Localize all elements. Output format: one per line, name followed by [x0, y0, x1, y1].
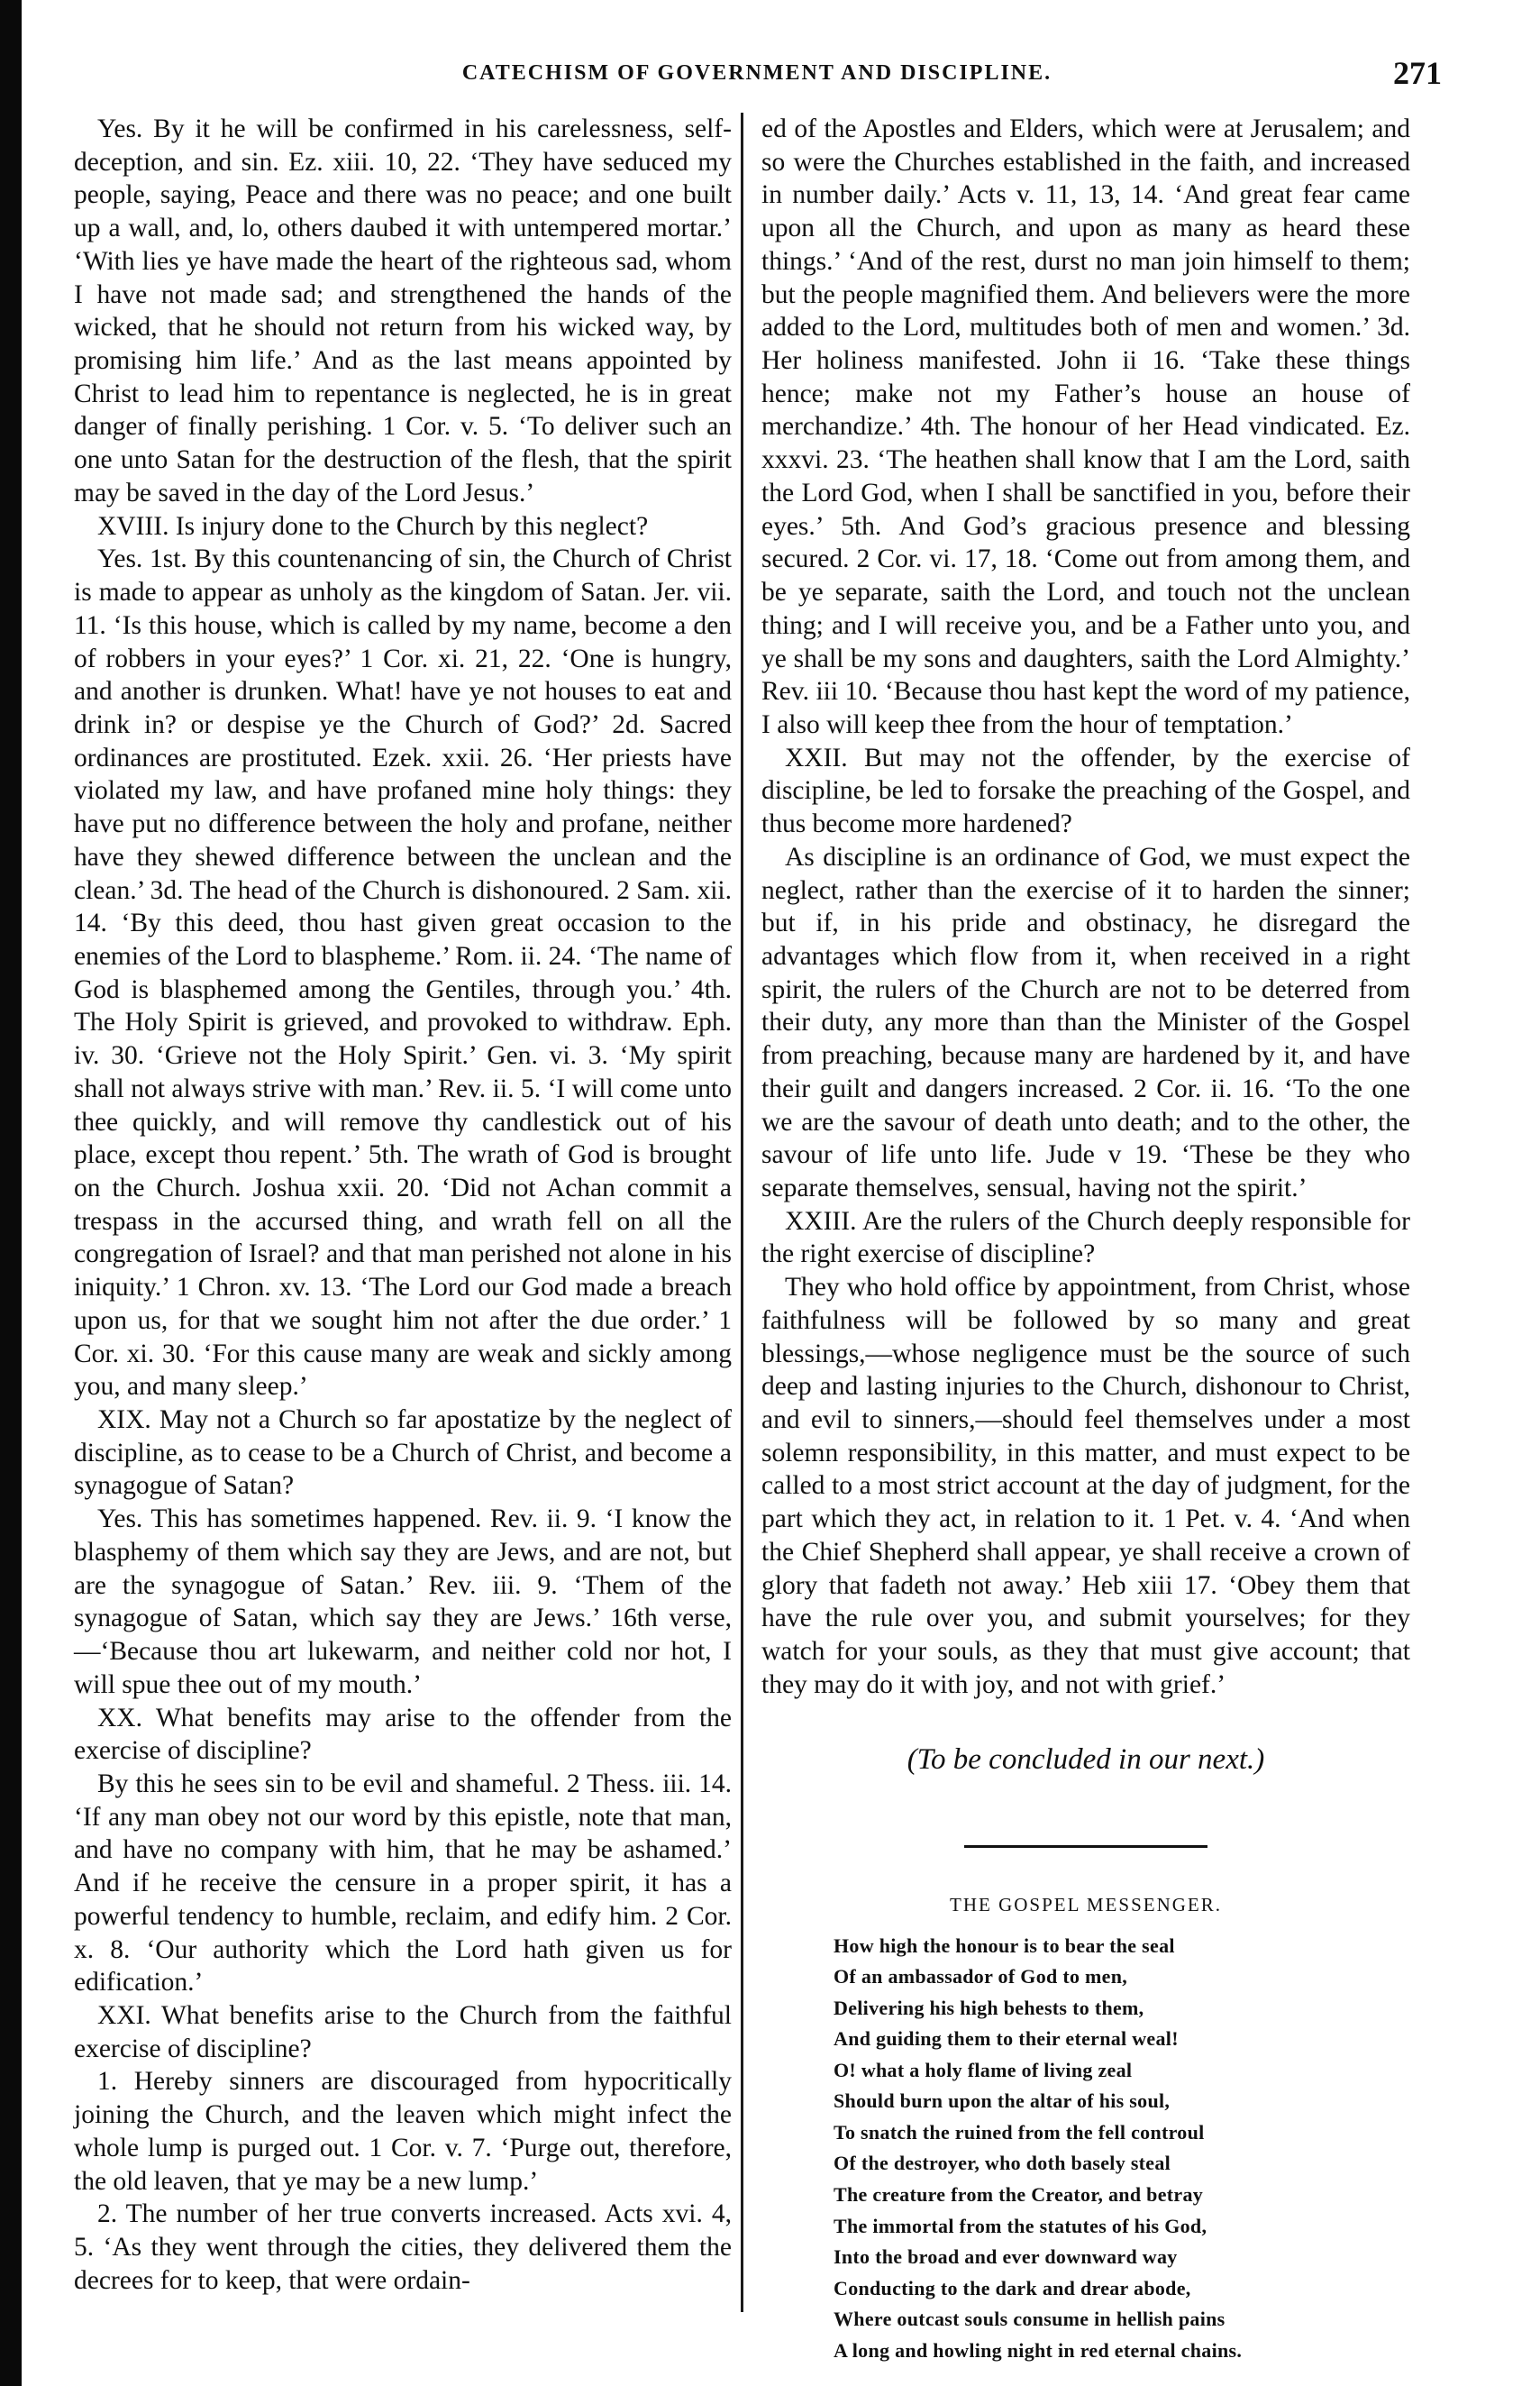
paragraph: Yes. This has sometimes happened. Rev. ii. 9. ‘I know the blasphemy of them which say they are Jews, and are not, but are the synagogue of Satan.’ Rev. iii. 9. ‘Them of the synagogue of Satan, which say they are Jews.’ 16th verse,—‘Because thou art lukewarm, and neither cold nor hot, I will spue thee out of my mouth.’ — [74, 1504, 732, 1699]
right-column — [761, 113, 1410, 2366]
page-number: 271 — [1393, 55, 1442, 91]
paragraph: ed of the Apostles and Elders, which were at Jerusalem; and so were the Churches established in the faith, and increased in number daily.’ Acts v. 11, 13, 14. ‘And great fear came upon all the Church, and upon as many as heard these things.’ ‘And of the rest, durst no man join himself to them; but the people magnified them. And believers were the more added to the Lord, multitudes both of men and women.’ 3d. Her holiness manifested. John ii 16. ‘Take these things hence; make not my Father’s house an house of merchandize.’ 4th. The honour of her Head vindicated. Ez. xxxvi. 23. ‘The heathen shall know that I am the Lord, saith the Lord God, when I shall be sanctified in you, before their eyes.’ 5th. And God’s gracious presence and blessing secured. 2 Cor. vi. 17, 18. ‘Come out from among them, and be ye separate, saith the Lord, and touch not the unclean thing; and I will receive you, and be a Father unto you, and ye shall be my sons and daughters, saith the Lord Almighty.’ Rev. iii 10. ‘Because thou hast kept the word of my patience, I also will keep thee from the hour of temptation.’ — [761, 114, 1410, 739]
question: XXII. But may not the offender, by the exercise of discipline, be led to forsake the preaching of the Gospel, and thus become more hardened? — [761, 743, 1410, 839]
question: XXIII. Are the rulers of the Church deeply responsible for the right exercise of discipline? — [761, 1206, 1410, 1269]
poem-line: A long and howling night in red eternal chains. — [834, 2338, 1243, 2362]
page-header — [72, 52, 1442, 106]
paragraph: As discipline is an ordinance of God, we must expect the neglect, rather than the exercise of it to harden the sinner; but if, in his pride and obstinacy, he disregard the advantages which flow from it, when received in a right spirit, the rulers of the Church are not to be deterred from their duty, any more than than the Minister of the Gospel from preaching, because many are hardened by it, and have their guilt and dangers increased. 2 Cor. ii. 16. ‘To the one we are the savour of death unto death; and to the other, the savour of life unto life. Jude v 19. ‘These be they who separate themselves, sensual, having not the spirit.’ — [761, 842, 1410, 1202]
paragraph: 2. The number of her true converts increased. Acts xvi. 4, 5. ‘As they went through the cities, they delivered them the decrees for to keep, that were ordain- — [74, 2199, 732, 2295]
question: XIX. May not a Church so far apostatize by the neglect of discipline, as to cease to be a Church of Christ, and become a synagogue of Satan? — [74, 1405, 732, 1501]
paragraph: Yes. By it he will be confirmed in his carelessness, self-deception, and sin. Ez. xiii. 10, 22. ‘They have seduced my people, saying, Peace and there was no peace; and one built up a wall, and, lo, others daubed it with untempered mortar.’ ‘With lies ye have made the heart of the righteous sad, whom I have not made sad; and strengthened the hands of the wicked, that he should not return from his wicked way, by promising him life.’ And as the last means appointed by Christ to lead him to repentance is neglected, he is in great danger of finally perishing. 1 Cor. v. 5. ‘To deliver such an one unto Satan for the destruction of the flesh, that the spirit may be saved in the day of the Lord Jesus.’ — [74, 114, 732, 507]
poem-line: And guiding them to their eternal weal! — [834, 2027, 1179, 2051]
question: XVIII. Is injury done to the Church by this neglect? — [97, 511, 649, 541]
left-column — [74, 113, 732, 2297]
poem-title: THE GOSPEL MESSENGER. — [950, 1893, 1222, 1915]
poem-line: To snatch the ruined from the fell controul — [834, 2120, 1205, 2144]
poem-line: Where outcast souls consume in hellish pains — [834, 2308, 1226, 2331]
poem-line: Of an ambassador of God to men, — [834, 1965, 1128, 1988]
running-head: CATECHISM OF GOVERNMENT AND DISCIPLINE. — [461, 61, 1052, 85]
question: XX. What benefits may arise to the offender from the exercise of discipline? — [74, 1703, 732, 1766]
column-rule — [741, 113, 743, 2312]
poem-line: The creature from the Creator, and betray — [834, 2182, 1204, 2206]
section-divider — [964, 1845, 1207, 1848]
paragraph: They who hold office by appointment, from Christ, whose faithfulness will be followed by so many and great blessings,—whose negligence must be the source of such deep and lasting injuries to the Church, dishonour to Christ, and evil to sinners,—should feel themselves under a most solemn responsibility, in this matter, and must expect to be called to a most strict account at the day of judgment, for the part which they act, in relation to it. 1 Pet. v. 4. ‘And when the Chief Shepherd shall appear, ye shall receive a crown of glory that fadeth not away.’ Heb xiii 17. ‘Obey them that have the rule over you, and submit yourselves; for they watch for your souls, as they that must give account; that they may do it with joy, and not with grief.’ — [761, 1273, 1410, 1699]
poem-line: Into the broad and ever downward way — [834, 2245, 1178, 2269]
poem-line: Of the destroyer, who doth basely steal — [834, 2152, 1171, 2175]
poem-line: Delivering his high behests to them, — [834, 1996, 1144, 2019]
poem-line: Should burn upon the altar of his soul, — [834, 2089, 1171, 2113]
scan-margin-bar — [0, 0, 22, 2386]
paragraph: Yes. 1st. By this countenancing of sin, the Church of Christ is made to appear as unholy as the kingdom of Satan. Jer. vii. 11. ‘Is this house, which is called by my name, become a den of robbers in your eyes?’ 1 Cor. xi. 21, 22. ‘One is hungry, and another is drunken. What! have ye not houses to eat and drink in? or despise ye the Church of God?’ 2d. Sacred ordinances are prostituted. Ezek. xxii. 26. ‘Her priests have violated my law, and have profaned mine holy things: they have put no difference between the holy and profane, neither have they shewed difference between the unclean and the clean.’ 3d. The head of the Church is dishonoured. 2 Sam. xii. 14. ‘By this deed, thou hast given great occasion to the enemies of the Lord to blaspheme.’ Rom. ii. 24. ‘The name of God is blasphemed among the Gentiles, through you.’ 4th. The Holy Spirit is grieved, and provoked to withdraw. Eph. iv. 30. ‘Grieve not the Holy Spirit.’ Gen. vi. 3. ‘My spirit shall not always strive with man.’ Rev. ii. 5. ‘I will come unto thee quickly, and will remove thy candlestick out of his place, except thou repent.’ 5th. The wrath of God is brought on the Church. Joshua xxii. 20. ‘Did not Achan commit a trespass in the accursed thing, and wrath fell on all the congregation of Israel? and that man perished not alone in his iniquity.’ 1 Chron. xv. 13. ‘The Lord our God made a breach upon us, for that we sought him not after the due order.’ 1 Cor. xi. 30. ‘For this cause many are weak and sickly among you, and many sleep.’ — [74, 544, 732, 1402]
paragraph: 1. Hereby sinners are discouraged from hypocritically joining the Church, and the leaven which might infect the whole lump is purged out. 1 Cor. v. 7. ‘Purge out, therefore, the old leaven, that ye may be a new lump.’ — [74, 2067, 732, 2196]
question: XXI. What benefits arise to the Church from the faithful exercise of discipline? — [74, 2000, 732, 2063]
continued-note: (To be concluded in our next.) — [907, 1742, 1265, 1776]
poem-line: The immortal from the statutes of his God, — [834, 2214, 1207, 2237]
poem-line: How high the honour is to bear the seal — [834, 1933, 1175, 1957]
poem — [834, 1931, 1410, 2366]
paragraph: By this he sees sin to be evil and shameful. 2 Thess. iii. 14. ‘If any man obey not our word by this epistle, note that man, and have no company with him, that he may be ashamed.’ And if he receive the censure in a proper spirit, it has a powerful tendency to humble, reclaim, and edify him. 2 Cor. x. 8. ‘Our authority which the Lord hath given us for edification.’ — [74, 1769, 732, 1997]
poem-line: Conducting to the dark and drear abode, — [834, 2276, 1191, 2299]
poem-line: O! what a holy flame of living zeal — [834, 2058, 1133, 2081]
